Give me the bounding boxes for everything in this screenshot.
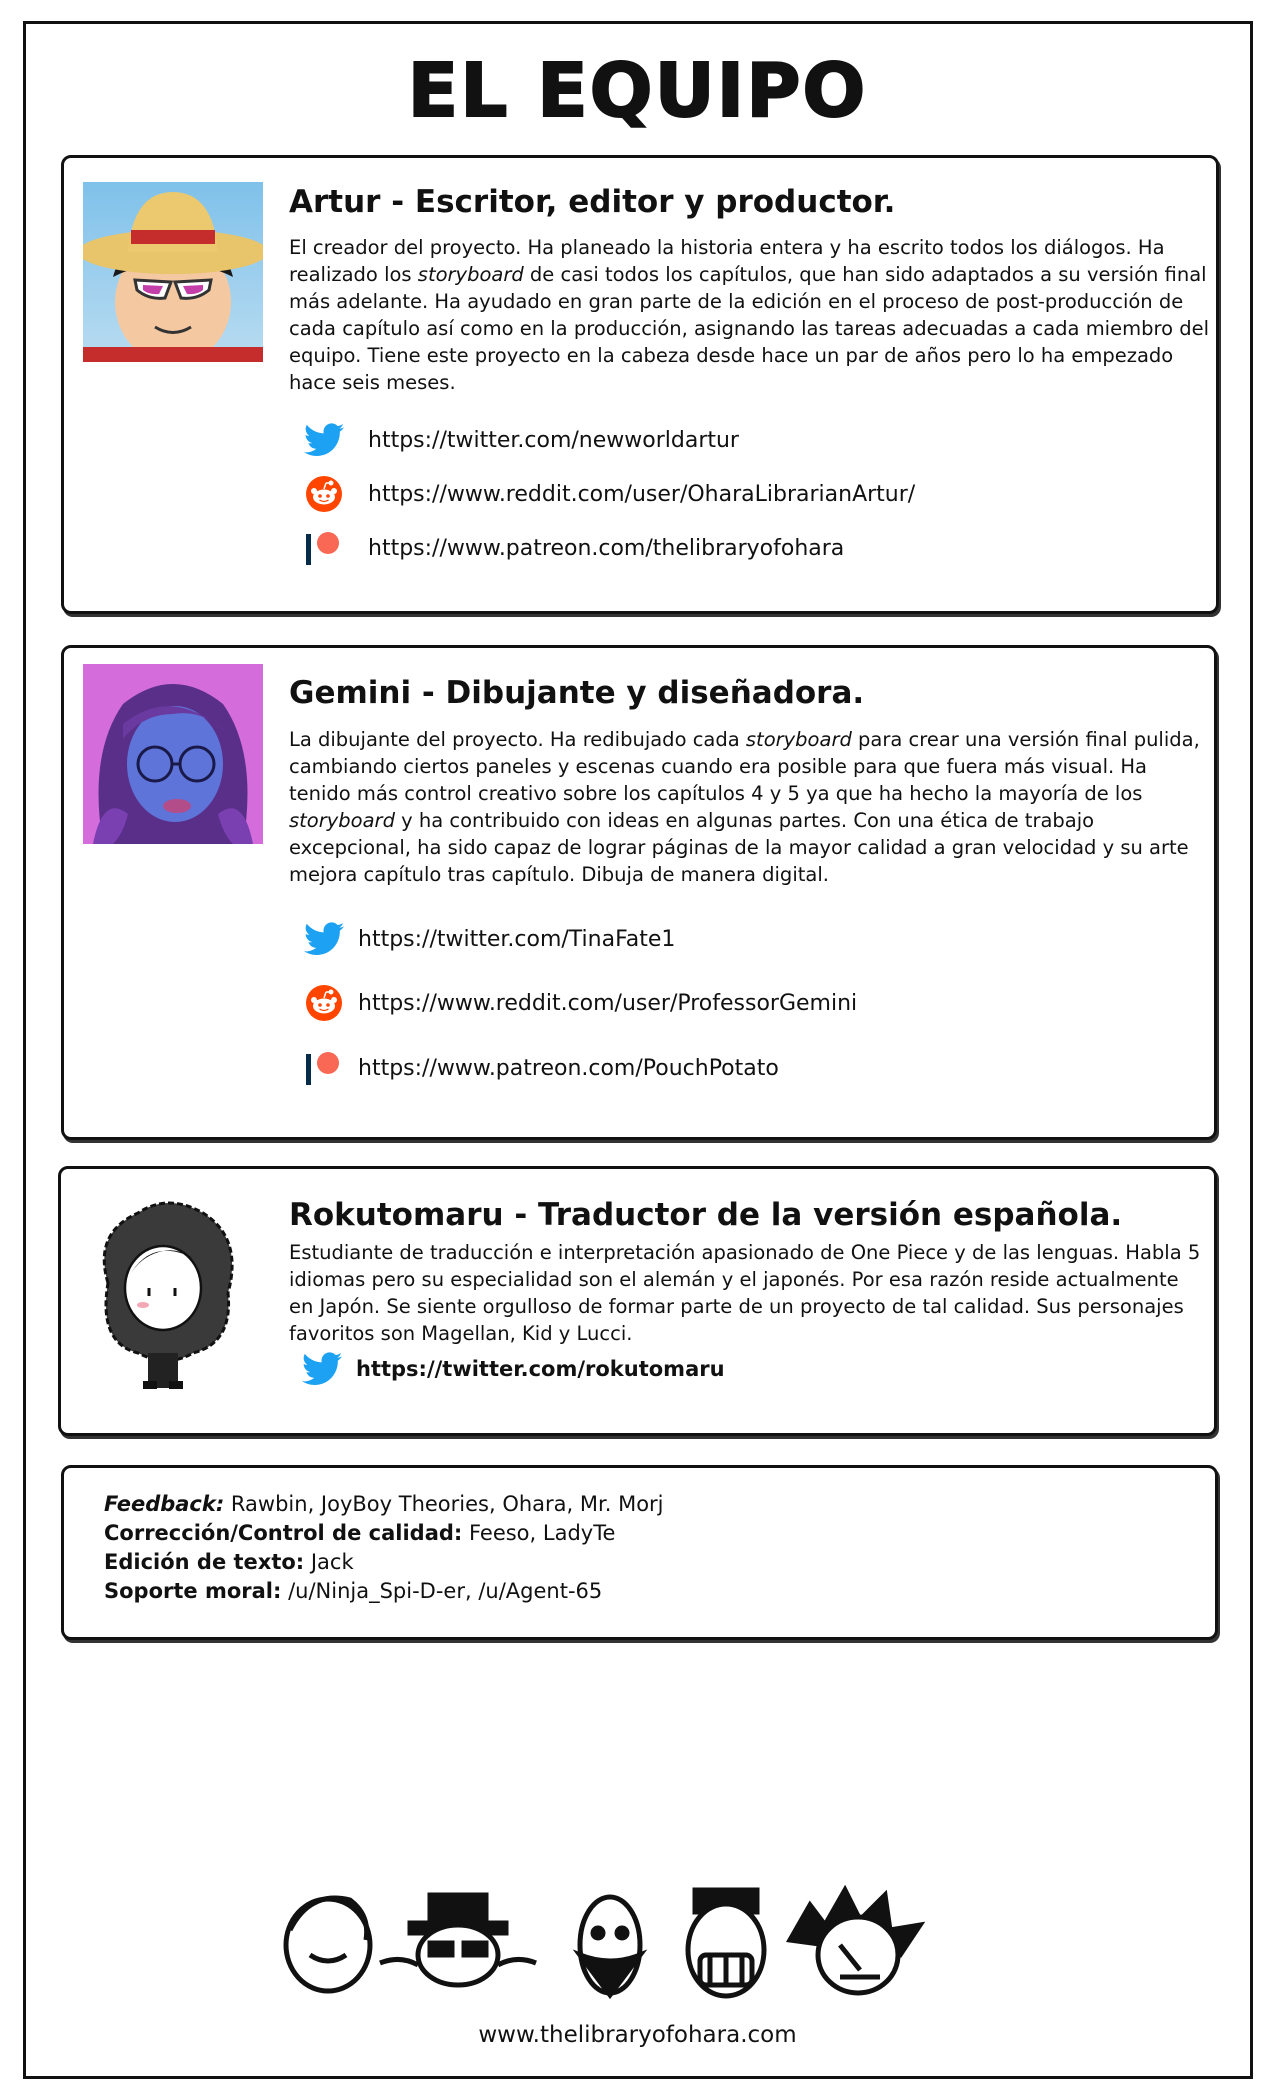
bio-text: de casi todos los capítulos, que han sido adaptados a su versión final más adelante. Ha ayudado en gran parte de la edición en el proceso de post-producción de cada capítulo así como en la producción, asignando las tareas adecuadas a cada miembro del equipo. Tiene este proyecto en la cabeza desde hace un par de años pero lo ha empezado hace seis meses. xyxy=(289,263,1209,394)
patreon-icon xyxy=(300,1048,348,1088)
twitter-icon xyxy=(298,1349,346,1389)
link-row-patreon[interactable] xyxy=(300,528,844,568)
mascot-face-4 xyxy=(688,1890,764,1996)
avatar-gemini xyxy=(83,664,263,844)
link-row-twitter[interactable] xyxy=(300,420,739,460)
member-bio xyxy=(289,726,1209,888)
member-name: Gemini - Dibujante y diseñadora. xyxy=(289,675,865,711)
patreon-link[interactable]: https://www.patreon.com/thelibraryofohara xyxy=(368,535,845,561)
twitter-link[interactable]: https://twitter.com/newworldartur xyxy=(368,427,739,453)
member-bio xyxy=(289,234,1209,396)
credits-card xyxy=(61,1465,1218,1640)
twitter-icon xyxy=(300,420,348,460)
credit-label: Feedback: xyxy=(104,1492,225,1516)
mascot-faces xyxy=(280,1885,980,2000)
link-row-reddit[interactable] xyxy=(300,474,915,514)
credit-label: Corrección/Control de calidad: xyxy=(104,1521,463,1545)
bio-text: para crear una versión final pulida, cambiando ciertos paneles y escenas cuando era posible para que fuera más visual. Ha tenido más control creativo sobre los capítulos 4 y 5 ya que ha hecho la mayoría de los xyxy=(289,728,1200,805)
credits-list xyxy=(104,1490,664,1606)
mascot-face-1 xyxy=(286,1898,370,1991)
twitter-icon xyxy=(300,919,348,959)
reddit-link[interactable]: https://www.reddit.com/user/OharaLibrarianArtur/ xyxy=(368,481,916,507)
bio-emphasis: storyboard xyxy=(289,809,395,832)
credit-value: Rawbin, JoyBoy Theories, Ohara, Mr. Morj xyxy=(224,1492,664,1516)
mascot-face-5 xyxy=(790,1890,920,1993)
page-title: EL EQUIPO xyxy=(407,48,868,134)
credit-value: Feeso, LadyTe xyxy=(462,1521,616,1545)
patreon-icon xyxy=(300,528,348,568)
credit-label: Edición de texto: xyxy=(104,1550,305,1574)
member-bio xyxy=(289,1239,1209,1347)
avatar-artur xyxy=(83,182,263,362)
twitter-link[interactable]: https://twitter.com/TinaFate1 xyxy=(358,926,676,952)
member-card-rokutomaru xyxy=(58,1166,1217,1436)
member-card-artur xyxy=(61,155,1219,614)
member-name: Artur - Escritor, editor y productor. xyxy=(289,184,896,220)
link-row-patreon[interactable] xyxy=(300,1048,779,1088)
link-row-reddit[interactable] xyxy=(300,983,857,1023)
reddit-icon xyxy=(300,983,348,1023)
credit-line xyxy=(104,1548,664,1577)
twitter-link[interactable]: https://twitter.com/rokutomaru xyxy=(356,1357,725,1381)
bio-text: Estudiante de traducción e interpretación apasionado de One Piece y de las lenguas. Habla 5 idiomas pero su especialidad son el alemán y el japonés. Por esa razón reside actualmente en Japón. Se siente orgulloso de formar parte de un proyecto de tal calidad. Sus personajes favoritos son Magellan, Kid y Lucci. xyxy=(289,1241,1201,1345)
mascot-face-2 xyxy=(380,1895,536,1985)
credit-value: Jack xyxy=(304,1550,354,1574)
patreon-link[interactable]: https://www.patreon.com/PouchPotato xyxy=(358,1055,779,1081)
reddit-link[interactable]: https://www.reddit.com/user/ProfessorGemini xyxy=(358,990,858,1016)
bio-emphasis: storyboard xyxy=(745,728,852,751)
link-row-twitter[interactable] xyxy=(298,1349,725,1389)
credit-label: Soporte moral: xyxy=(104,1579,282,1603)
credit-value: /u/Ninja_Spi-D-er, /u/Agent-65 xyxy=(281,1579,603,1603)
avatar-rokutomaru xyxy=(93,1193,243,1393)
footer-url[interactable]: www.thelibraryofohara.com xyxy=(478,2022,797,2048)
credit-line xyxy=(104,1519,664,1548)
bio-emphasis: storyboard xyxy=(417,263,524,286)
member-card-gemini xyxy=(61,645,1217,1140)
member-name: Rokutomaru - Traductor de la versión española. xyxy=(289,1197,1123,1233)
link-row-twitter[interactable] xyxy=(300,919,675,959)
credit-line xyxy=(104,1577,664,1606)
bio-text: El creador del proyecto. Ha planeado la historia entera y ha escrito todos los diálogos. Ha realizado los xyxy=(289,236,1165,286)
credit-line xyxy=(104,1490,664,1519)
bio-text: La dibujante del proyecto. Ha redibujado cada xyxy=(289,728,746,751)
bio-text: y ha contribuido con ideas en algunas partes. Con una ética de trabajo excepcional, ha sido capaz de lograr páginas de la mayor calidad a gran velocidad y su arte mejora capítulo tras capítulo. Dibuja de manera digital. xyxy=(289,809,1189,886)
reddit-icon xyxy=(300,474,348,514)
mascot-face-3 xyxy=(580,1897,640,1995)
